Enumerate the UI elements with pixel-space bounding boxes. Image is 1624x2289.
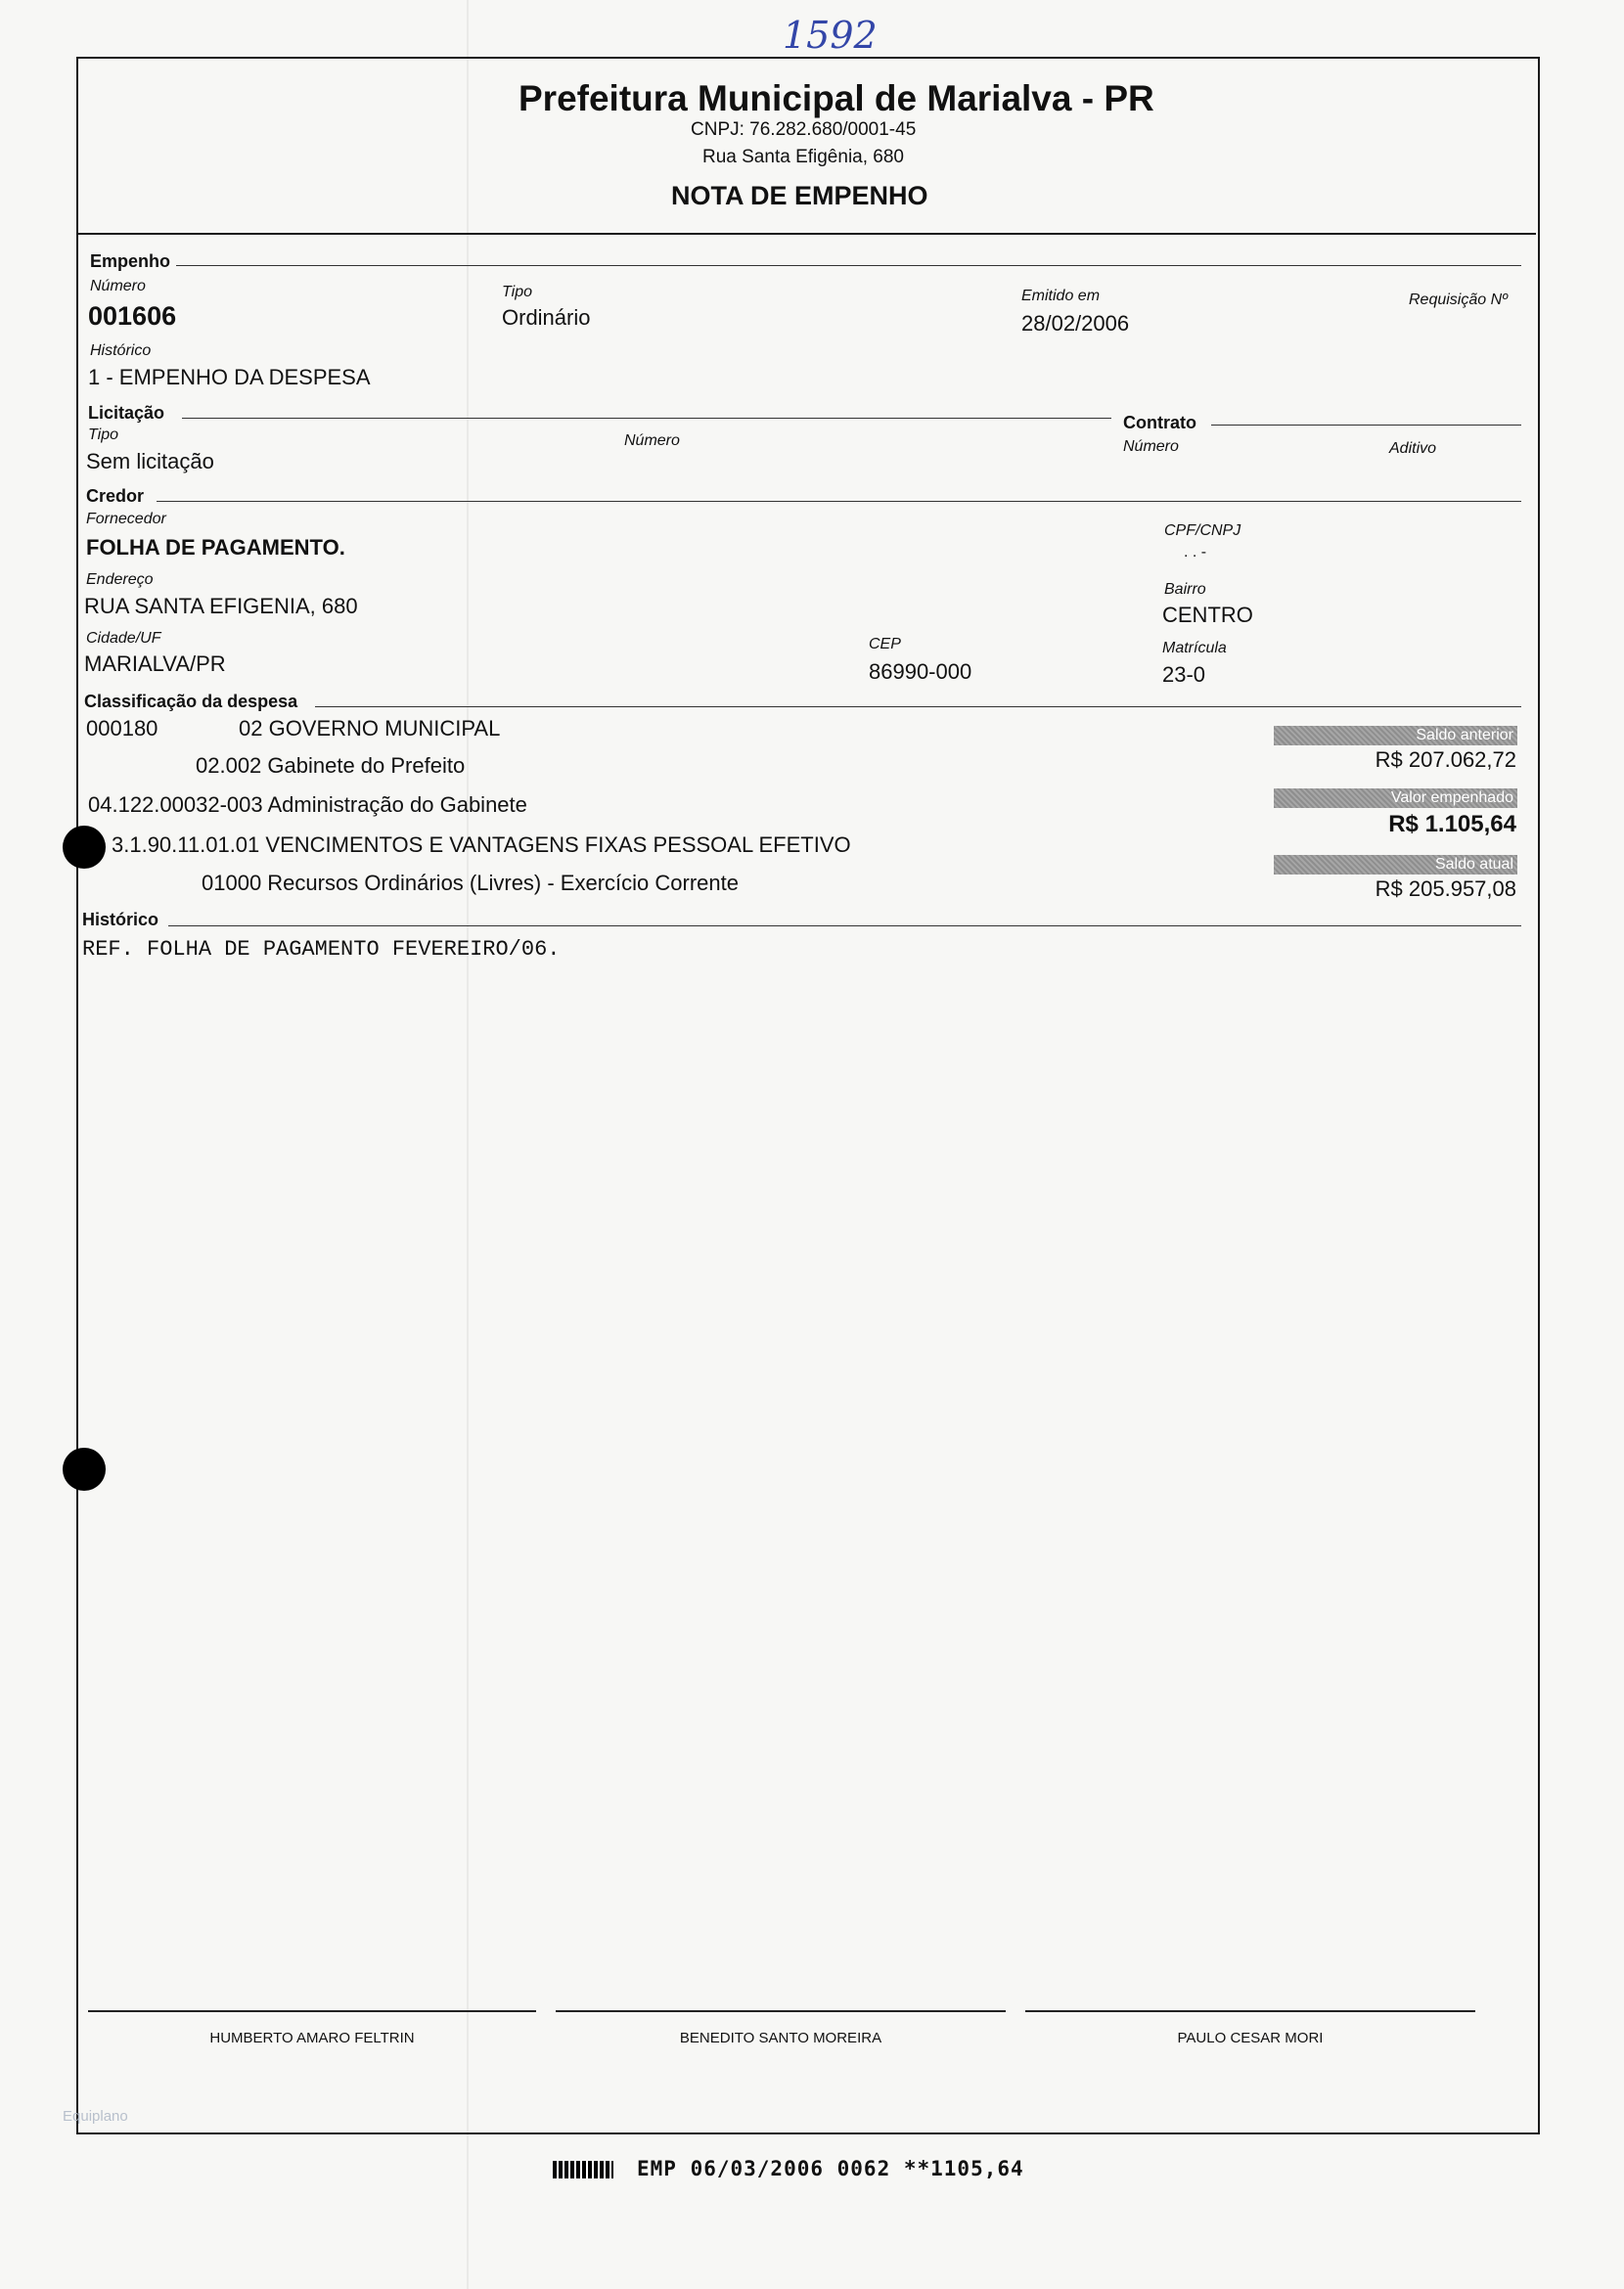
signature-line <box>556 2010 1006 2012</box>
cidade-label: Cidade/UF <box>86 630 161 647</box>
stamp-text: EMP 06/03/2006 0062 **1105,64 <box>637 2157 1024 2180</box>
signature-line <box>1025 2010 1475 2012</box>
contrato-section-title: Contrato <box>1123 413 1196 432</box>
empenho-tipo: Ordinário <box>502 305 591 330</box>
historico-section-title: Histórico <box>82 910 159 929</box>
empenho-numero-label: Número <box>90 278 146 294</box>
contrato-numero-label: Número <box>1123 438 1179 455</box>
cnpj-line: CNPJ: 76.282.680/0001-45 <box>691 119 917 140</box>
credor-section-title: Credor <box>86 486 145 506</box>
classificacao-funcional: 04.122.00032-003 Administração do Gabinete <box>88 792 527 817</box>
signature-name-2: BENEDITO SANTO MOREIRA <box>679 2030 882 2046</box>
matricula: 23-0 <box>1162 662 1206 687</box>
valor-empenhado-label: Valor empenhado <box>1274 788 1517 808</box>
valor-empenhado: R$ 1.105,64 <box>1388 811 1516 837</box>
endereco-label: Endereço <box>86 571 154 588</box>
credor-rule <box>157 501 1521 502</box>
empenho-tipo-label: Tipo <box>502 284 532 300</box>
cidade: MARIALVA/PR <box>84 651 226 676</box>
mechanical-stamp <box>553 2157 1024 2180</box>
cpf-label: CPF/CNPJ <box>1164 522 1241 539</box>
fornecedor: FOLHA DE PAGAMENTO. <box>86 535 345 560</box>
fornecedor-label: Fornecedor <box>86 511 166 527</box>
classificacao-section-title: Classificação da despesa <box>84 692 298 711</box>
licitacao-tipo: Sem licitação <box>86 449 214 473</box>
classificacao-rule <box>315 706 1521 707</box>
empenho-historico-label: Histórico <box>90 342 152 359</box>
equiplano-watermark: Equiplano <box>63 2108 128 2125</box>
classificacao-natureza: 3.1.90.11.01.01 VENCIMENTOS E VANTAGENS FIXAS PESSOAL EFETIVO <box>112 832 851 857</box>
address-line: Rua Santa Efigênia, 680 <box>702 147 904 167</box>
endereco: RUA SANTA EFIGENIA, 680 <box>84 594 358 618</box>
saldo-atual-label: Saldo atual <box>1274 855 1517 875</box>
classificacao-unidade: 02.002 Gabinete do Prefeito <box>196 753 466 778</box>
historico-rule <box>168 925 1521 926</box>
contrato-rule <box>1211 425 1521 426</box>
empenho-section-title: Empenho <box>90 251 171 271</box>
cpf-value: . . - <box>1184 544 1207 561</box>
bairro-label: Bairro <box>1164 581 1206 598</box>
emitido-date: 28/02/2006 <box>1021 311 1130 336</box>
contrato-aditivo-label: Aditivo <box>1389 440 1437 457</box>
classificacao-recurso: 01000 Recursos Ordinários (Livres) - Exercício Corrente <box>202 871 739 895</box>
bairro: CENTRO <box>1162 603 1253 627</box>
saldo-anterior: R$ 207.062,72 <box>1375 747 1516 772</box>
empenho-rule <box>176 265 1521 266</box>
classificacao-orgao: 02 GOVERNO MUNICIPAL <box>239 716 501 741</box>
historico-text: REF. FOLHA DE PAGAMENTO FEVEREIRO/06. <box>82 937 561 962</box>
signature-name-1: HUMBERTO AMARO FELTRIN <box>209 2030 415 2046</box>
matricula-label: Matrícula <box>1162 640 1227 656</box>
stamp-mark-icon <box>553 2161 613 2178</box>
licitacao-numero-label: Número <box>624 432 680 449</box>
punch-hole <box>63 826 106 869</box>
saldo-atual: R$ 205.957,08 <box>1375 876 1516 901</box>
licitacao-section-title: Licitação <box>88 403 165 423</box>
empenho-numero: 001606 <box>88 301 177 331</box>
empenho-historico: 1 - EMPENHO DA DESPESA <box>88 365 371 389</box>
licitacao-rule <box>182 418 1111 419</box>
municipality-title: Prefeitura Municipal de Marialva - PR <box>519 78 1154 118</box>
cep-label: CEP <box>869 636 901 652</box>
signature-name-3: PAULO CESAR MORI <box>1177 2030 1324 2046</box>
doc-title: NOTA DE EMPENHO <box>671 181 928 210</box>
licitacao-tipo-label: Tipo <box>88 426 118 443</box>
classificacao-code: 000180 <box>86 716 158 741</box>
signature-line <box>88 2010 536 2012</box>
punch-hole <box>63 1448 106 1491</box>
saldo-anterior-label: Saldo anterior <box>1274 726 1517 745</box>
emitido-label: Emitido em <box>1021 288 1101 304</box>
cep: 86990-000 <box>869 659 972 684</box>
requisicao-label: Requisição Nº <box>1409 292 1508 308</box>
handwritten-page-number: 1592 <box>783 14 878 57</box>
